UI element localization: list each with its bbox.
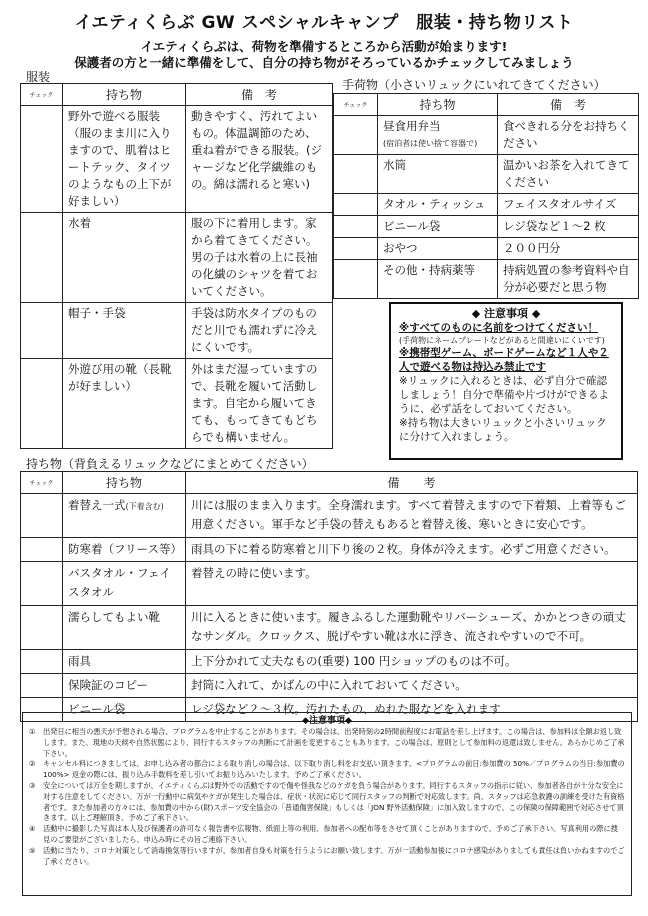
terms-text: 出発日に相当の悪天が予想される場合、プログラムを中止することがあります。その場合は、出発時刻の2時間前程度にお電話を差し上げます。この場合は、参加料は全額お返し致します。また、現地の天候や自然状態により、同行するスタッフの判断にて計画を変更することもあります。この場合は、原則として参加料の返還は致しません。あらかじめご了承下さい。 bbox=[43, 727, 625, 758]
note-cell: 温かいお茶を入れてきてください bbox=[498, 155, 639, 194]
table-row bbox=[21, 538, 638, 562]
clothing-table bbox=[20, 83, 333, 449]
item-label: 着替え一式 bbox=[68, 498, 126, 512]
check-cell[interactable] bbox=[21, 213, 63, 303]
note-cell: 着替えの時に使います。 bbox=[186, 562, 638, 606]
note-cell: フェイスタオルサイズ bbox=[498, 194, 639, 216]
clothing-label: 服装 bbox=[26, 70, 51, 84]
backpack-label: 持ち物（背負えるリュックなどにまとめてください） bbox=[26, 457, 314, 471]
terms-title: ◆注意事項◆ bbox=[302, 716, 352, 726]
check-cell[interactable] bbox=[334, 216, 378, 238]
hand-col-item: 持ち物 bbox=[378, 94, 498, 116]
note-cell: 川に入るときに使います。履きふるした運動靴やリバーシューズ、かかとつきの頑丈なサンダル。クロックス、脱げやすい靴は水に浮き、流されやすいので不可。 bbox=[186, 606, 638, 650]
table-row bbox=[21, 106, 333, 213]
terms-number: ① bbox=[29, 727, 36, 736]
page-title: イエティくらぶ GW スペシャルキャンプ 服装・持ち物リスト bbox=[74, 13, 574, 33]
hand-col-note: 備 考 bbox=[498, 94, 639, 116]
terms-number: ② bbox=[29, 759, 36, 769]
item-cell: バスタオル・フェイスタオル bbox=[63, 562, 186, 606]
check-cell[interactable] bbox=[334, 194, 378, 216]
item-cell: 保険証のコピー bbox=[63, 674, 186, 698]
intro-line-2: 保護者の方と一緒に準備をして、自分の持ち物がそろっているかチェックしてみましょう bbox=[74, 55, 574, 70]
table-row bbox=[334, 155, 639, 194]
table-row bbox=[21, 606, 638, 650]
check-cell[interactable] bbox=[21, 606, 63, 650]
backpack-col-item: 持ち物 bbox=[63, 472, 186, 494]
notice-split-bags: ※持ち物は大きいリュックと小さいリュックに分けて入れましょう。 bbox=[399, 417, 607, 443]
item-cell: ビニール袋 bbox=[63, 698, 186, 722]
terms-text: 活動中に撮影した写真は本人及び保護者の許可なく報告書や広報物、紙面上等の利用、参加者への配布等をさせて頂くことがありますので、予めご了承下さい。写真利用の際に捜見のご要望がございましたら、申込み時にその旨ご連絡下さい。 bbox=[43, 824, 618, 844]
clothing-col-check: チェック bbox=[21, 84, 63, 106]
backpack-table bbox=[20, 471, 638, 722]
table-row bbox=[334, 116, 639, 155]
table-row bbox=[21, 303, 333, 359]
terms-text: 活動に当たり、コロナ対策として消毒換気等行いますが、参加者自身も対策を行うようにお願い致します。万が一活動参加後にコロナ感染がありましても責任は負いかねますのでご了承ください。 bbox=[43, 845, 625, 866]
check-cell[interactable] bbox=[21, 674, 63, 698]
notice-title: ◆ 注意事項 ◆ bbox=[471, 307, 541, 320]
clothing-col-item: 持ち物 bbox=[63, 84, 186, 106]
item-cell: おやつ bbox=[378, 238, 498, 260]
note-cell: 持病処置の参考資料や自分が必要だと思う物 bbox=[498, 260, 639, 299]
terms-text: キャンセル料につきましては、お申し込み者の都合による取り消しの場合は、以下取り消し料をお支払い頂きます。<プログラムの前日:参加費の 50%／プログラムの当日:参加費の 100%> 返金の際には、振り込み手数料を差し引いてお振り込みいたします。予めご了承ください。 bbox=[43, 759, 625, 780]
note-cell: 服の下に着用します。家から着てきてください。男の子は水着の上に長袖の化繊のシャツを着ておいてください。 bbox=[186, 213, 333, 303]
item-cell: その他・持病薬等 bbox=[378, 260, 498, 299]
terms-item bbox=[29, 846, 625, 868]
note-cell: レジ袋など２～３枚。汚れたもの、ぬれた服などを入れます bbox=[186, 698, 638, 722]
table-row bbox=[21, 650, 638, 674]
item-sub-label: (宿泊者は使い捨て容器で) bbox=[383, 139, 478, 148]
note-cell: ２００円分 bbox=[498, 238, 639, 260]
terms-item bbox=[29, 727, 625, 759]
table-row bbox=[334, 260, 639, 299]
note-cell: 川には服のまま入ります。全身濡れます。すべて着替えますので下着類、上着等もご用意ください。軍手など手袋の替えもあると着替え後、寒いときに安心です。 bbox=[186, 494, 638, 538]
intro-line-1: イエティくらぶは、荷物を準備するところから活動が始まります! bbox=[140, 39, 508, 54]
terms-number: ④ bbox=[29, 824, 36, 834]
item-cell bbox=[378, 116, 498, 155]
item-cell: 濡らしてもよい靴 bbox=[63, 606, 186, 650]
notice-box bbox=[389, 302, 623, 460]
check-cell[interactable] bbox=[21, 303, 63, 359]
notice-games: ※携帯型ゲーム、ボードゲームなど１人や２人で遊べる物は持込み禁止です bbox=[399, 347, 609, 373]
terms-box bbox=[22, 712, 632, 896]
item-cell: 雨具 bbox=[63, 650, 186, 674]
check-cell[interactable] bbox=[21, 538, 63, 562]
clothing-col-note: 備 考 bbox=[186, 84, 333, 106]
check-cell[interactable] bbox=[334, 116, 378, 155]
table-row bbox=[334, 216, 639, 238]
note-cell: 雨具の下に着る防寒着と川下り後の２枚。身体が冷えます。必ずご用意ください。 bbox=[186, 538, 638, 562]
item-cell: 水筒 bbox=[378, 155, 498, 194]
check-cell[interactable] bbox=[21, 650, 63, 674]
item-cell: 水着 bbox=[63, 213, 186, 303]
check-cell[interactable] bbox=[21, 106, 63, 213]
backpack-col-check: チェック bbox=[21, 472, 63, 494]
note-cell: 食べきれる分をお持ちください bbox=[498, 116, 639, 155]
check-cell[interactable] bbox=[21, 359, 63, 449]
hand-luggage-label: 手荷物（小さいリュックにいれてきてください） bbox=[342, 78, 606, 92]
note-cell: 動きやすく、汚れてよいもの。体温調節のため、重ね着ができる服装。(ジャージなど化学繊維のもの。綿は濡れると寒い) bbox=[186, 106, 333, 213]
note-cell: レジ袋など１～2 枚 bbox=[498, 216, 639, 238]
check-cell[interactable] bbox=[21, 562, 63, 606]
terms-number: ⑤ bbox=[29, 845, 36, 855]
note-cell: 手袋は防水タイプのものだと川でも濡れずに冷えにくいです。 bbox=[186, 303, 333, 359]
terms-item bbox=[29, 824, 625, 846]
table-row bbox=[21, 494, 638, 538]
item-cell: 帽子・手袋 bbox=[63, 303, 186, 359]
note-cell: 封筒に入れて、かばんの中に入れておいてください。 bbox=[186, 674, 638, 698]
notice-backpack-check: ※リュックに入れるときは、必ず自分で確認しましょう！自分で準備や片づけができるように、必ず話をしておいてください。 bbox=[399, 375, 609, 415]
terms-number: ③ bbox=[29, 780, 36, 790]
item-label: 昼食用弁当 bbox=[383, 119, 441, 133]
item-cell: 外遊び用の靴（長靴が好ましい） bbox=[63, 359, 186, 449]
item-cell bbox=[63, 494, 186, 538]
table-row bbox=[21, 213, 333, 303]
table-row bbox=[21, 562, 638, 606]
table-row bbox=[334, 194, 639, 216]
terms-item bbox=[29, 759, 625, 781]
hand-col-check: チェック bbox=[334, 94, 378, 116]
table-row bbox=[21, 359, 333, 449]
item-cell: ビニール袋 bbox=[378, 216, 498, 238]
terms-text: 安全については万全を期しますが、イエティくらぶは野外での活動ですので傷や怪我などのケガを負う場合があります。同行するスタッフの指示に従い、参加者各自が十分な安全に対する注意をしてください。万が一行動中に病気やケガが発生した場合は、症状・状況に応じて同行スタッフの判断で対応致します。尚、スタッフは応急救護の訓練を受けた有資格者です。また参加者の方々には、参加費の中から(財)スポーツ安全協会の「普通傷害保険」もしくは「JON 野外活動保険」に加入致しますので、この保険の保障範囲で対応させて頂きます。以上ご理解頂き、予めご了承下さい。 bbox=[43, 780, 625, 823]
hand-luggage-table bbox=[333, 93, 639, 299]
check-cell[interactable] bbox=[21, 494, 63, 538]
note-cell: 上下分かれて丈夫なもの(重要) 100 円ショップのものは不可。 bbox=[186, 650, 638, 674]
notice-name-tag: ※すべてのものに名前をつけてください！ bbox=[399, 322, 598, 334]
table-row bbox=[21, 674, 638, 698]
check-cell[interactable] bbox=[334, 238, 378, 260]
table-row bbox=[334, 238, 639, 260]
notice-name-tag-sub: (手荷物にネームプレートなどがあると間違いにくいです) bbox=[399, 336, 605, 345]
note-cell: 外はまだ湿っていますので、長靴を履いて活動します。自宅から履いてきても、もってきてもどちらでも構いません。 bbox=[186, 359, 333, 449]
backpack-col-note: 備 考 bbox=[186, 472, 638, 494]
terms-item bbox=[29, 781, 625, 824]
item-sub-label: (下着含む) bbox=[125, 502, 164, 511]
item-cell: 野外で遊べる服装（服のまま川に入りますので、肌着はヒートテック、タイツのようなもの上下が好ましい） bbox=[63, 106, 186, 213]
item-cell: タオル・ティッシュ bbox=[378, 194, 498, 216]
check-cell[interactable] bbox=[334, 260, 378, 299]
item-cell: 防寒着（フリース等） bbox=[63, 538, 186, 562]
check-cell[interactable] bbox=[334, 155, 378, 194]
